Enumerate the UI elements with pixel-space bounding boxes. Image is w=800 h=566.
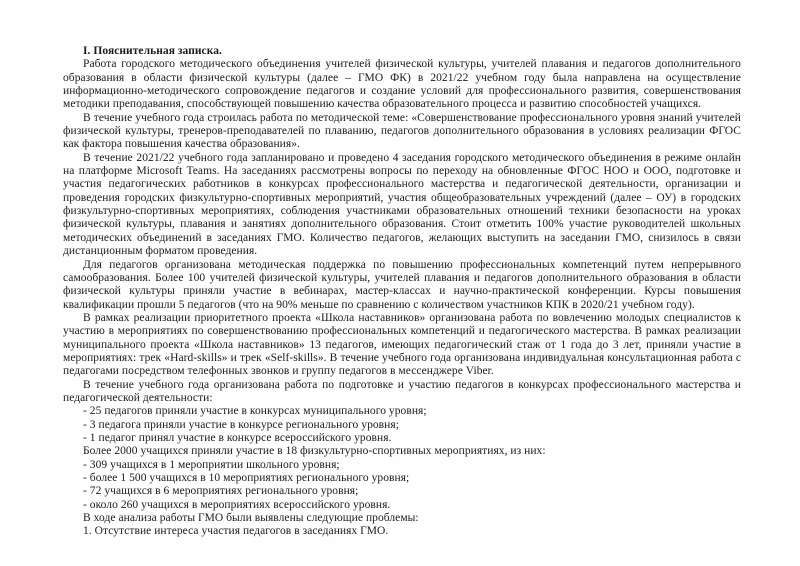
document-content <box>63 45 741 539</box>
text-line: - 309 учащихся в 1 мероприятии школьного уровня; <box>83 458 340 471</box>
paragraph: Для педагогов организована методическая поддержка по повышению профессиональных компетенций путем непрерывного самообразования. Более 100 учителей физической культуры, учителей плавания и педагогов дополнительного образования в области физической культуры приняли участие в вебинарах, мастер-классах и научно-практической конференции. Курсы повышения квалификации прошли 5 педагогов (что на 90% меньше по сравнению с количеством участников КПК в 2020/21 учебном году). <box>63 258 741 311</box>
paragraph: В течение учебного года строилась работа по методической теме: «Совершенствование профессионального уровня знаний учителей физической культуры, тренеров-преподавателей по плаванию, педагогов дополнительного образования в условиях реализации ФГОС как фактора повышения качества образования». <box>63 111 741 151</box>
paragraph: В течение 2021/22 учебного года запланировано и проведено 4 заседания городского методического объединения в режиме онлайн на платформе Microsoft Teams. На заседаниях рассмотрены вопросы по переходу на обновленные ФГОС НОО и ООО, подготовке и участия педагогических работников в конкурсах профессионального мастерства и педагогической деятельности, организации и проведения городских физкультурно-спортивных мероприятий, участия общеобразовательных учреждений (далее – ОУ) в городских физкультурно-спортивных мероприятиях, соблюдения участниками образовательных отношений техники безопасности на уроках физической культуры, плавания и занятиях дополнительного образования. Стоит отметить 100% участие руководителей школьных методических объединений в заседаниях ГМО. Количество педагогов, желающих выступить на заседании ГМО, снизилось в связи дистанционным форматом проведения. <box>63 151 741 258</box>
text-line: 1. Отсутствие интереса участия педагогов в заседаниях ГМО. <box>83 525 389 538</box>
text-line: - около 260 учащихся в мероприятиях всероссийского уровня. <box>83 498 391 511</box>
text-line: - 25 педагогов приняли участие в конкурсах муниципального уровня; <box>83 405 427 418</box>
paragraph: Работа городского методического объединения учителей физической культуры, учителей плавания и педагогов дополнительного образования в области физической культуры (далее – ГМО ФК) в 2021/22 учебном году была направлена на осуществление информационно-методического сопровождение педагогов и создание условий для профессионального развития, совершенствования методики преподавания, способствующей повышению качества образовательного процесса и развитию способностей учащихся. <box>63 58 741 111</box>
paragraph: В рамках реализации приоритетного проекта «Школа наставников» организована работа по вовлечению молодых специалистов к участию в мероприятиях по совершенствованию профессиональных компетенций и педагогического мастерства. В рамках реализации муниципального проекта «Школа наставников» 13 педагогов, имеющих педагогический стаж от 1 года до 3 лет, приняли участие в мероприятиях: трек «Hard-skills» и трек «Self-skills». В течение учебного года организована индивидуальная консультационная работа с педагогами посредством телефонных звонков и группу педагогов в мессенджере Viber. <box>63 311 741 378</box>
document-body <box>63 58 741 538</box>
paragraph: В течение учебного года организована работа по подготовке и участию педагогов в конкурсах профессионального мастерства и педагогической деятельности: <box>63 378 741 404</box>
text-line: - 1 педагог принял участие в конкурсе всероссийского уровня. <box>83 431 392 444</box>
document-title: I. Пояснительная записка. <box>83 45 222 57</box>
text-line: Более 2000 учащихся приняли участие в 18 физкультурно-спортивных мероприятиях, из них: <box>83 445 546 458</box>
text-line: В ходе анализа работы ГМО были выявлены следующие проблемы: <box>83 512 419 525</box>
text-line: - более 1 500 учащихся в 10 мероприятиях регионального уровня; <box>83 472 410 484</box>
text-line: - 3 педагога приняли участие в конкурсе регионального уровня; <box>83 418 399 431</box>
text-line: - 72 учащихся в 6 мероприятиях регионального уровня; <box>83 485 359 498</box>
